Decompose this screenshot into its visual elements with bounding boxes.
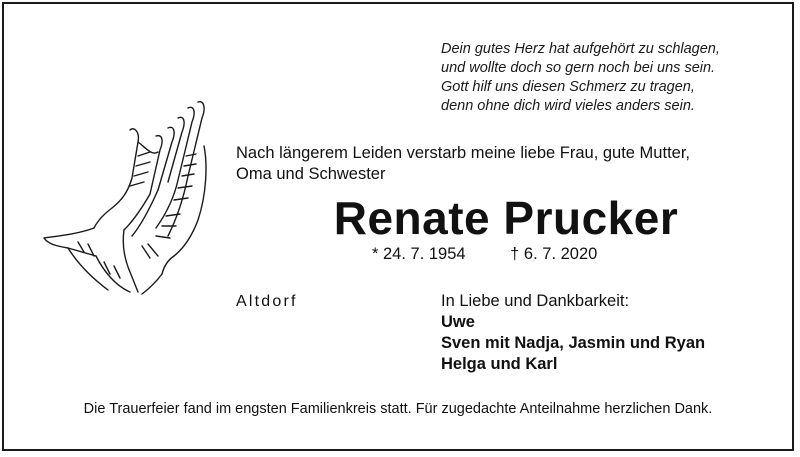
- life-dates: [372, 243, 597, 265]
- poem-line: denn ohne dich wird vieles anders sein.: [441, 98, 695, 114]
- family-member: Helga und Karl: [441, 355, 558, 373]
- family-member: Sven mit Nadja, Jasmin und Ryan: [441, 334, 706, 352]
- praying-hands-icon: [38, 96, 218, 296]
- family-member: Uwe: [441, 313, 475, 331]
- memorial-poem: [441, 40, 781, 116]
- death-announcement: [236, 143, 776, 185]
- poem-line: Dein gutes Herz hat aufgehört zu schlagen,: [441, 41, 720, 57]
- deceased-name: Renate Prucker: [333, 192, 679, 244]
- intro-line: Nach längerem Leiden verstarb meine liebe Frau, gute Mutter,: [236, 144, 690, 162]
- poem-line: und wollte doch so gern noch bei uns sein.: [441, 60, 716, 76]
- intro-line: Oma und Schwester: [236, 165, 386, 183]
- family-signature: [441, 291, 705, 375]
- funeral-note: Die Trauerfeier fand im engsten Familienkreis statt. Für zugedachte Anteilnahme herzlichen Dank.: [83, 401, 713, 417]
- poem-line: Gott hilf uns diesen Schmerz zu tragen,: [441, 79, 695, 95]
- family-intro: In Liebe und Dankbarkeit:: [441, 292, 630, 310]
- place-name: Altdorf: [236, 293, 298, 310]
- birth-date: * 24. 7. 1954: [372, 245, 466, 263]
- death-date: † 6. 7. 2020: [510, 245, 598, 263]
